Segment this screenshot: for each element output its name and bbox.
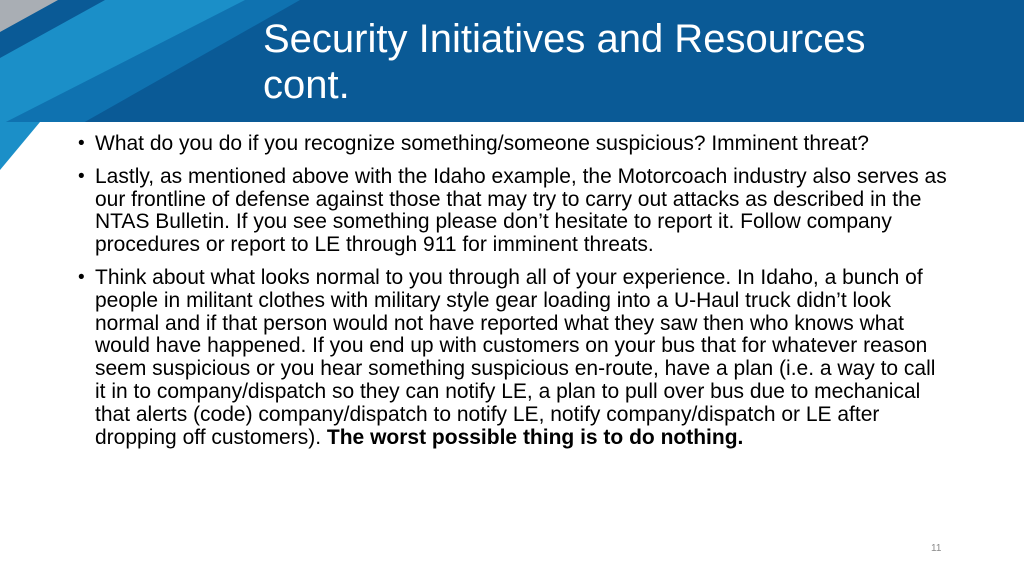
bullet-emphasis: The worst possible thing is to do nothing. (326, 425, 744, 449)
bullet-list (78, 133, 948, 459)
slide-title-line-1: Security Initiatives and Resources (263, 17, 866, 61)
bullet-item (78, 166, 948, 257)
bullet-dot-icon: • (78, 133, 85, 154)
slide-title-line-2: cont. (263, 63, 350, 107)
page-number: 11 (931, 543, 942, 554)
bullet-dot-icon: • (78, 165, 85, 187)
title-banner (0, 0, 1024, 122)
bullet-dot-icon: • (78, 266, 85, 288)
bullet-item (78, 267, 948, 449)
bullet-item (78, 133, 948, 156)
bullet-text: What do you do if you recognize something/someone suspicious? Imminent threat? (95, 132, 869, 155)
corner-accent (0, 122, 40, 182)
bullet-text: Lastly, as mentioned above with the Idaho example, the Motorcoach industry also serves as our frontline of defense against those that may try to carry out attacks as described in the NTAS Bulletin. If you see something please don’t hesitate to report it. Follow company procedures or report to LE through 911 for imminent threats. (95, 164, 947, 257)
slide-title (263, 16, 1003, 108)
bullet-text: Think about what looks normal to you through all of your experience. In Idaho, a bunch of people in militant clothes with military style gear loading into a U-Haul truck didn’t look normal and if that person would not have reported what they saw then who knows what would have happened. If you end up with customers on your bus that for whatever reason seem suspicious or you hear something suspicious en-route, have a plan (i.e. a way to call it in to company/dispatch so they can notify LE, a plan to pull over bus due to mechanical that alerts (code) company/dispatch to notify LE, notify company/dispatch or LE after dropping off customers). (95, 265, 936, 449)
